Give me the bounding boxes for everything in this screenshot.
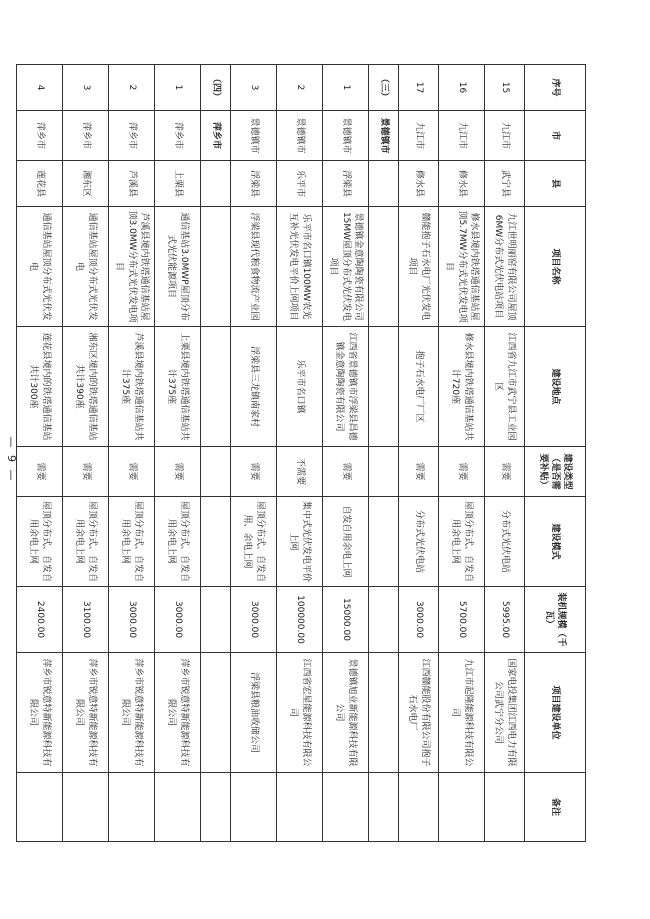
table-cell: 景德镇市 (277, 111, 323, 161)
table-cell: 2 (277, 65, 323, 111)
table-cell: 自发自用余电上网 (323, 497, 369, 587)
table-cell: 九江世明丽窑有限公司屋顶6MW分布式光伏电站项目 (485, 207, 525, 327)
table-cell: 需要 (323, 447, 369, 497)
table-cell: 湘东区 (63, 161, 109, 207)
table-cell: 2 (109, 65, 155, 111)
table-row (323, 65, 369, 842)
table-cell (323, 773, 369, 842)
table-cell: 1 (155, 65, 201, 111)
header-builder: 项目建设单位 (525, 653, 586, 773)
table-cell: 景德镇金意陶陶瓷有限公司15MW屋顶分布式光伏发电项目 (323, 207, 369, 327)
header-project-name: 项目名称 (525, 207, 586, 327)
empty-cell (369, 447, 399, 497)
section-row (201, 65, 231, 842)
table-cell: 江西省景德镇市浮梁县昌德镇金意陶陶瓷有限公司 (323, 327, 369, 447)
table-cell (231, 773, 277, 842)
empty-cell (369, 773, 399, 842)
table-body (17, 65, 525, 842)
header-index: 序号 (525, 65, 586, 111)
table-cell: 武宁县 (485, 161, 525, 207)
table-cell (399, 773, 439, 842)
page-number: — 9 — (5, 436, 18, 483)
section-name: 景德镇市 (369, 111, 399, 161)
table-cell: 通信基站3.0MWP屋顶分布式光伏能源项目 (155, 207, 201, 327)
table-cell: 萍乡市 (109, 111, 155, 161)
table-cell: 国家电投集团江西电力有限公司武宁分公司 (485, 653, 525, 773)
table-cell: 江西赣能股份有限公司抱子石水电厂 (399, 653, 439, 773)
table-cell: 3000.00 (109, 587, 155, 653)
table-cell: 浮梁县三龙镇南家村 (231, 327, 277, 447)
table-cell: 需要 (399, 447, 439, 497)
header-capacity: 装机规模（千瓦） (525, 587, 586, 653)
table-cell: 九江市 (485, 111, 525, 161)
table-cell: 萍乡市 (17, 111, 63, 161)
table-row (63, 65, 109, 842)
empty-cell (201, 773, 231, 842)
table-cell: 需要 (439, 447, 485, 497)
header-location: 建设地点 (525, 327, 586, 447)
table-cell: 修水县 (399, 161, 439, 207)
table-cell: 上栗县境内铁塔通信基站共计375座 (155, 327, 201, 447)
table-cell (485, 773, 525, 842)
table-cell: 3 (63, 65, 109, 111)
table-cell (277, 773, 323, 842)
section-row (369, 65, 399, 842)
table-cell: 乐平市名口镇100MW农光互补光伏发电平价上网项目 (277, 207, 323, 327)
table-cell: 萍乡市锐意特新能源科技有限公司 (155, 653, 201, 773)
table-cell: 3 (231, 65, 277, 111)
table-cell: 100000.00 (277, 587, 323, 653)
table-cell: 萍乡市 (155, 111, 201, 161)
table-row (399, 65, 439, 842)
table-cell: 需要 (231, 447, 277, 497)
table-cell: 芦溪县境内铁塔通信基站共计375座 (109, 327, 155, 447)
table-cell: 需要 (17, 447, 63, 497)
table-row (155, 65, 201, 842)
table-cell: 赣能抱子石水电厂光伏发电项目 (399, 207, 439, 327)
table-cell: 景德镇市 (323, 111, 369, 161)
section-name: 萍乡市 (201, 111, 231, 161)
table-cell: 屋顶分布式、自发自用余电上网 (439, 497, 485, 587)
table-cell: 16 (439, 65, 485, 111)
table-cell: 屋顶分布式、自发自用余电上网 (17, 497, 63, 587)
table-cell: 1 (323, 65, 369, 111)
table-cell: 浮梁县 (323, 161, 369, 207)
table-cell: 分布式光伏电站 (485, 497, 525, 587)
empty-cell (201, 327, 231, 447)
header-build-mode: 建设模式 (525, 497, 586, 587)
table-cell: 抱子石水电厂厂区 (399, 327, 439, 447)
table-cell: 5995.00 (485, 587, 525, 653)
table-row (109, 65, 155, 842)
table-cell (439, 773, 485, 842)
table-cell: 屋顶分布式、自发自用余电上网 (63, 497, 109, 587)
empty-cell (201, 161, 231, 207)
empty-cell (369, 587, 399, 653)
table-cell: 集中式光伏发电平价上网 (277, 497, 323, 587)
table-cell: 通信基站屋顶分布式光伏发电 (63, 207, 109, 327)
table-cell: 浮梁县现代粮食物流产业园 (231, 207, 277, 327)
table-cell: 上栗县 (155, 161, 201, 207)
project-table (16, 64, 586, 842)
header-county: 县 (525, 161, 586, 207)
empty-cell (369, 161, 399, 207)
table-cell: 3000.00 (399, 587, 439, 653)
table-cell: 乐平市名口镇 (277, 327, 323, 447)
table-row (17, 65, 63, 842)
table-cell: 需要 (485, 447, 525, 497)
table-cell: 萍乡市锐意特新能源科技有限公司 (63, 653, 109, 773)
table-cell: 需要 (63, 447, 109, 497)
table-cell: 九江市 (399, 111, 439, 161)
empty-cell (201, 497, 231, 587)
table-cell: 浮梁县粮油收储公司 (231, 653, 277, 773)
table-cell: 分布式光伏电站 (399, 497, 439, 587)
header-subsidy-type: 建设类型（是否需要补贴） (525, 447, 586, 497)
table-cell: 九江市 (439, 111, 485, 161)
table-cell: 3000.00 (155, 587, 201, 653)
table-cell: 屋顶分布式、自发自用余电上网 (155, 497, 201, 587)
table-cell (17, 773, 63, 842)
table-cell: 屋顶分布式、自发自用余电上网 (109, 497, 155, 587)
table-cell: 乐平市 (277, 161, 323, 207)
table-cell: 需要 (155, 447, 201, 497)
empty-cell (201, 653, 231, 773)
section-number: （三） (369, 65, 399, 111)
table-cell: 屋顶分布式、自发自用、余电上网 (231, 497, 277, 587)
table-cell (63, 773, 109, 842)
table-cell: 芦溪县 (109, 161, 155, 207)
table-cell: 17 (399, 65, 439, 111)
table-cell: 15000.00 (323, 587, 369, 653)
table-cell: 萍乡市 (63, 111, 109, 161)
empty-cell (369, 327, 399, 447)
table-cell: 江西省宏星能源科技有限公司 (277, 653, 323, 773)
table-cell: 3100.00 (63, 587, 109, 653)
table-cell: 通信基站屋顶分布式光伏发电 (17, 207, 63, 327)
empty-cell (369, 497, 399, 587)
table-cell: 萍乡市锐意特新能源科技有限公司 (109, 653, 155, 773)
table-cell: 修水县 (439, 161, 485, 207)
table-cell: 景德镇旭业新能源科技有限公司 (323, 653, 369, 773)
table-row (485, 65, 525, 842)
empty-cell (201, 587, 231, 653)
table-row (277, 65, 323, 842)
table-cell: 4 (17, 65, 63, 111)
table-header-row (525, 65, 586, 842)
header-remarks: 备注 (525, 773, 586, 842)
empty-cell (201, 207, 231, 327)
empty-cell (369, 653, 399, 773)
empty-cell (369, 207, 399, 327)
table-cell: 九江市起隆能源科技有限公司 (439, 653, 485, 773)
table-row (231, 65, 277, 842)
table-cell: 景德镇市 (231, 111, 277, 161)
table-cell: 15 (485, 65, 525, 111)
section-number: （四） (201, 65, 231, 111)
table-cell: 芦溪县境内铁塔通信基站屋顶3.0MW分布式光伏发电项目 (109, 207, 155, 327)
table-cell: 江西省九江市武宁县工业园区 (485, 327, 525, 447)
table-cell: 修水县境内铁塔通信基站屋顶5.7MW分布式光伏发电项目 (439, 207, 485, 327)
table-cell: 湘东区境内的铁塔通信基站共计390座 (63, 327, 109, 447)
table-cell: 5700.00 (439, 587, 485, 653)
header-city: 市 (525, 111, 586, 161)
table-cell: 萍乡市锐意特新能源科技有限公司 (17, 653, 63, 773)
empty-cell (201, 447, 231, 497)
table-cell: 浮梁县 (231, 161, 277, 207)
table-cell: 2400.00 (17, 587, 63, 653)
table-cell (109, 773, 155, 842)
table-cell: 需要 (109, 447, 155, 497)
table-cell (155, 773, 201, 842)
table-row (439, 65, 485, 842)
table-cell: 不需要 (277, 447, 323, 497)
table-cell: 莲花县 (17, 161, 63, 207)
table-cell: 修水县境内铁塔通信基站共计720座 (439, 327, 485, 447)
table-cell: 莲花县境内的铁塔通信基站共计300座 (17, 327, 63, 447)
table-cell: 3000.00 (231, 587, 277, 653)
